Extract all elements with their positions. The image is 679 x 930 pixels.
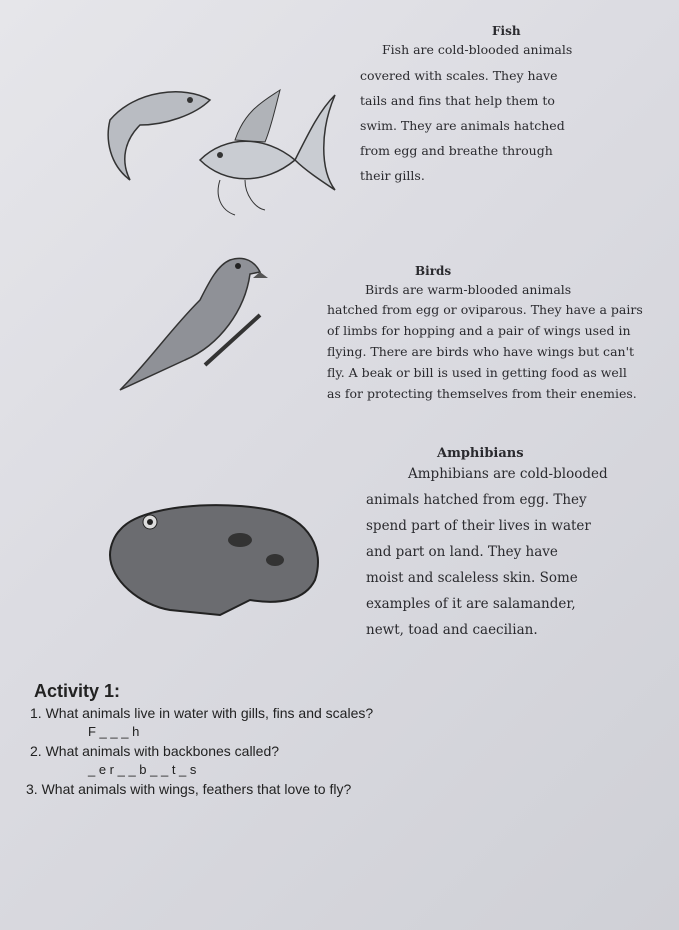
birds-line: of limbs for hopping and a pair of wings used in <box>327 323 631 338</box>
birds-line: flying. There are birds who have wings but can't <box>327 344 635 359</box>
amphibians-line: newt, toad and caecilian. <box>366 622 538 638</box>
activity-question: 3. What animals with wings, feathers that love to fly? <box>26 781 352 797</box>
fish-line: Fish are cold-blooded animals <box>382 42 573 57</box>
birds-line: hatched from egg or oviparous. They have a pairs <box>327 302 643 317</box>
amphibians-line: and part on land. They have <box>366 544 558 560</box>
amphibians-line: animals hatched from egg. They <box>366 492 587 508</box>
fish-illustration <box>95 80 345 220</box>
fish-line: their gills. <box>360 168 425 183</box>
fish-heading: Fish <box>492 24 521 38</box>
activity-answer: F _ _ _ h <box>88 724 140 739</box>
activity-title: Activity 1: <box>34 681 121 701</box>
bird-illustration <box>110 250 270 400</box>
birds-line: as for protecting themselves from their enemies. <box>327 386 637 401</box>
fish-line: swim. They are animals hatched <box>360 118 565 133</box>
fish-line: from egg and breathe through <box>360 143 553 158</box>
birds-line: Birds are warm-blooded animals <box>365 282 572 297</box>
birds-line: fly. A beak or bill is used in getting food as well <box>327 365 627 380</box>
fish-line: tails and fins that help them to <box>360 93 555 108</box>
amphibians-line: examples of it are salamander, <box>366 596 576 612</box>
fish-line: covered with scales. They have <box>360 68 558 83</box>
amphibians-line: Amphibians are cold-blooded <box>408 466 608 482</box>
birds-heading: Birds <box>415 264 452 278</box>
activity-answer: _ e r _ _ b _ _ t _ s <box>88 762 197 777</box>
activity-question: 2. What animals with backbones called? <box>30 743 280 759</box>
amphibians-heading: Amphibians <box>437 446 524 461</box>
amphibians-line: spend part of their lives in water <box>366 518 591 534</box>
toad-illustration <box>100 500 330 620</box>
amphibians-line: moist and scaleless skin. Some <box>366 570 578 586</box>
activity-question: 1. What animals live in water with gills, fins and scales? <box>30 705 374 721</box>
